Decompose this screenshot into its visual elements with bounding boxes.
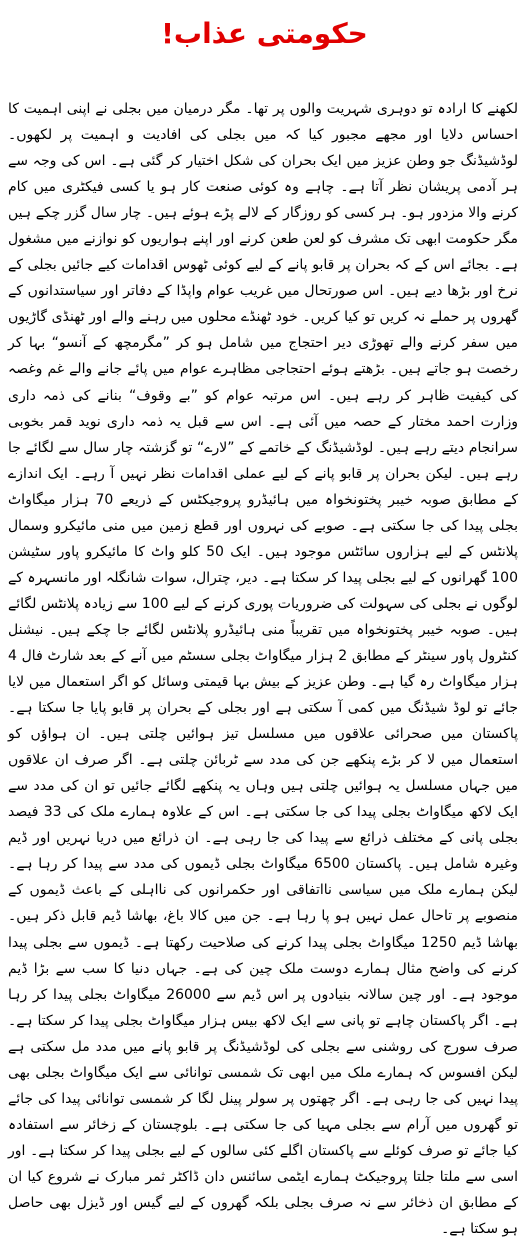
article-body: لکھنے کا ارادہ تو دوہری شہریت والوں پر تھا۔ مگر درمیان میں بجلی نے اپنی اہمیت کا احساس دلایا اور مجھے مجبور کیا کہ میں بجلی کی افادیت و اہمیت پر لکھوں۔ لوڈشیڈنگ جو وطن عزیز میں ایک بحران کی شکل اختیار کر گئی ہے۔ اس کی وجہ سے ہر آدمی پریشان نظر آتا ہے۔ چاہے وہ کوئی صنعت کار ہو یا کسی فیکٹری میں کام کرنے والا مزدور ہو۔ ہر کسی کو روزگار کے لالے پڑے ہوئے ہیں۔ چار سال گزر چکے ہیں مگر حکومت ابھی تک مشرف کو لعن طعن کرنے اور اپنے ہواریوں کو نوازنے میں مشغول ہے۔ بجائے اس کے کہ بحران پر قابو پانے کے لیے کوئی ٹھوس اقدامات کیے جائیں بجلی کے نرخ اور بڑھا دیے ہیں۔ اس صورتحال میں غریب عوام واپڈا کے دفاتر اور سیاستدانوں کے گھروں پر حملے نہ کریں تو کیا کریں۔ خود ٹھنڈے محلوں میں رہنے والے اور ٹھنڈی گاڑیوں میں سفر کرنے والے تھوڑی دیر احتجاج میں شامل ہو کر ”مگرمچھ کے آنسو“ بہا کر رخصت ہو جاتے ہیں۔ بڑھتے ہوئے احتجاجی مظاہرے عوام میں پائے جانے والے غم وغصہ کی کیفیت ظاہر کر رہے ہیں۔ اس مرتبہ عوام کو ”بے وقوف“ بنانے کی ذمہ داری وزارت احمد مختار کے حصہ میں آئی ہے۔ اس سے قبل یہ ذمہ داری نوید قمر بخوبی سرانجام دیتے رہے ہیں۔ لوڈشیڈنگ کے خاتمے کے ”لارے“ تو گزشتہ چار سال سے لگائے جا رہے ہیں۔ لیکن بحران پر قابو پانے کے لیے عملی اقدامات نظر نہیں آ رہے۔ ایک اندازے کے مطابق صوبہ خیبر پختونخواہ میں ہائیڈرو پروجیکٹس کے ذریعے 70 ہزار میگاواٹ بجلی پیدا کی جا سکتی ہے۔ صوبے کی نہروں اور قطع زمین میں منی مائیکرو وسمال پلانٹس کے لیے ہزاروں سائٹس موجود ہیں۔ ایک 50 کلو واٹ کا مائیکرو پاور سٹیشن 100 گھرانوں کے لیے بجلی پیدا کر سکتا ہے۔ دیر، چترال، سوات شانگلہ اور مانسہرہ کے لوگوں نے بجلی کی سہولت کی ضروریات پوری کرنے کے لیے 100 سے زیادہ پلانٹس لگائے ہیں۔ صوبہ خیبر پختونخواہ میں تقریباً منی ہائیڈرو پلانٹس لگائے جا چکے ہیں۔ نیشنل کنٹرول پاور سینٹر کے مطابق 2 ہزار میگاواٹ بجلی سسٹم میں آنے کے بعد شارٹ فال 4 ہزار میگاواٹ رہ گیا ہے۔ وطن عزیز کے بیش بہا قیمتی وسائل کو اگر استعمال میں لایا جائے تو لوڈ شیڈنگ میں کمی آ سکتی ہے اور بجلی کے بحران پر قابو پایا جا سکتا ہے۔ پاکستان میں صحرائی علاقوں میں مسلسل تیز ہوائیں چلتی ہیں۔ ان ہواؤں کو استعمال میں لا کر بڑے پنکھے جن کی مدد سے ٹربائن چلتی ہے۔ اگر صرف ان علاقوں میں جہاں مسلسل یہ ہوائیں چلتی ہیں وہاں یہ پنکھے لگائے جائیں تو ان کی مدد سے ایک لاکھ میگاواٹ بجلی پیدا کی جا سکتی ہے۔ اس کے علاوہ ہمارے ملک کی 33 فیصد بجلی پانی کے مختلف ذرائع سے پیدا کی جا رہی ہے۔ ان ذرائع میں دریا نہریں اور ڈیم وغیرہ شامل ہیں۔ پاکستان 6500 میگاواٹ بجلی ڈیموں کی مدد سے پیدا کر رہا ہے۔ لیکن ہمارے ملک میں سیاسی نااتفاقی اور حکمرانوں کی نااہلی کے باعث ڈیموں کے منصوبے پر تاحال عمل نہیں ہو پا رہا ہے۔ جن میں کالا باغ، بھاشا ڈیم قابل ذکر ہیں۔ بھاشا ڈیم 1250 میگاواٹ بجلی پیدا کرنے کی صلاحیت رکھتا ہے۔ ڈیموں سے بجلی پیدا کرنے کی واضح مثال ہمارے دوست ملک چین کی ہے۔ جہاں دنیا کا سب سے بڑا ڈیم موجود ہے۔ اور چین سالانہ بنیادوں پر اس ڈیم سے 26000 میگاواٹ بجلی پیدا کر رہا ہے۔ اگر پاکستان چاہے تو پانی سے ایک لاکھ بیس ہزار میگاواٹ بجلی پیدا کر سکتا ہے۔ صرف سورج کی روشنی سے بجلی کی لوڈشیڈنگ پر قابو پانے میں مدد مل سکتی ہے لیکن افسوس کہ ہمارے ملک میں ابھی تک شمسی توانائی سے ایک میگاواٹ بجلی بھی پیدا نہیں کی جا رہی ہے۔ اگر چھتوں پر سولر پینل لگا کر شمسی توانائی پیدا کی جائے تو گھروں میں آرام سے بجلی مہیا کی جا سکتی ہے۔ بلوچستان کے زخائر سے استفادہ کیا جائے تو صرف کوئلے سے پاکستان اگلے کئی سالوں کے لیے بجلی پیدا کر سکتا ہے۔ اور اسی سے ملتا جلتا پروجیکٹ ہمارے ایٹمی سائنس دان ڈاکٹر ثمر مبارک نے شروع کیا ان کے مطابق ان ذخائر سے نہ صرف بجلی بلکہ گھروں کے لیے گیس اور ڈیزل بھی حاصل ہو سکتا ہے۔	[8, 101, 519, 1238]
article-title: حکومتی عذاب!	[161, 17, 368, 50]
